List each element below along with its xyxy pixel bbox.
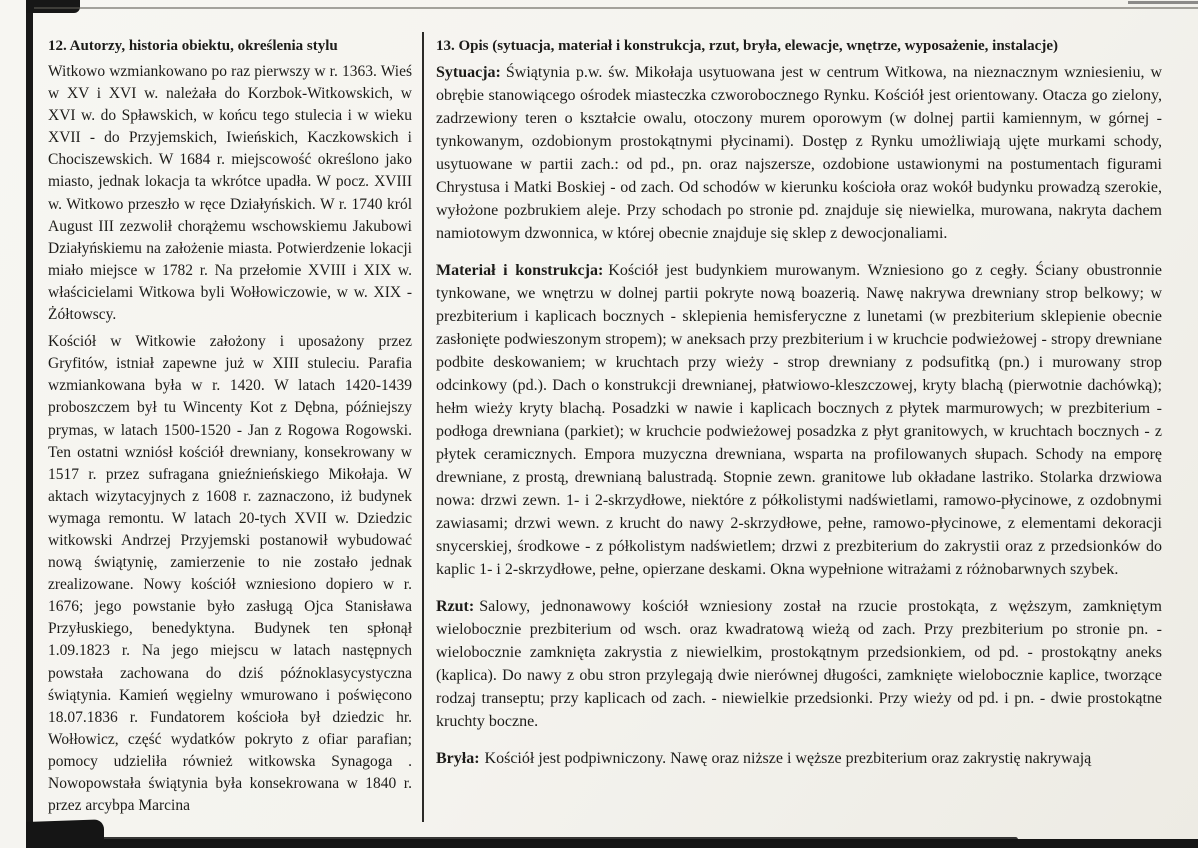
section-12-heading: 12. Autorzy, historia obiektu, określenia stylu [48, 38, 338, 54]
sytuacja-label: Sytuacja: [436, 64, 501, 81]
history-paragraph-church: Kościół w Witkowie założony i uposażony przez Gryfitów, istniał zapewne już w XIII stuleciu. Parafia wzmiankowana była w r. 1420. W latach 1420-1439 proboszczem był tu Wincenty Kot z Dębna, późniejszy prymas, w latach 1500-1520 - Jan z Rogowa Rogowski. Ten ostatni wzniósł kościół drewniany, konsekrowany w 1517 r. przez sufragana gnieźnieńskiego Mikołaja. W aktach wizytacyjnych z 1608 r. zaznaczono, iż budynek wymaga remontu. W latach 20-tych XVII w. Dziedzic witkowski Andrzej Przyjemski postanowił wybudować nową świątynię, zamierzenie to nie zostało jednak zrealizowane. Nowy kościół wzniesiono dopiero w r. 1676; jego powstanie było zasługą Ojca Stanisława Przyłuskiego, benedyktyna. Budynek ten spłonął 1.09.1823 r. Na jego miejscu w latach następnych powstała zachowana do dziś późnoklasycystyczna świątynia. Kamień węgielny wmurowano i poświęcono 18.07.1836 r. Fundatorem kościoła był dziedzic hr. Wołłowicz, część wydatków pokryto z ofiar parafian; pomocy udzieliła również witkowska Synagoga . Nowopowstała świątynia była konsekrowana w 1840 r. przez arcybpa Marcina [48, 333, 412, 815]
column-divider [422, 32, 424, 822]
bryla-label: Bryła: [436, 750, 480, 767]
description-section-sytuacja [436, 61, 1162, 245]
scan-edge-left [26, 0, 33, 848]
rzut-text: Salowy, jednonawowy kościół wzniesiony został na rzucie prostokąta, z węższym, zamkniętym wielobocznie prezbiterium od wsch. oraz kwadratową wieżą od zach. Przy prezbiterium po stronie pn. - wielobocznie zamknięta zakrystia z niewielkim, prostokątnym przedsionkiem, od pd. - prostokątny aneks (kaplica). Do nawy z obu stron przylegają dwie nierównej długości, zamknięte wielobocznie kaplice, tworzące rodzaj transeptu; przy kaplicach od zach. - niewielkie przedsionki. Przy wieży od pd. i pn. - dwie prostokątne kruchty boczne. [436, 598, 1162, 730]
bryla-text: Kościół jest podpiwniczony. Nawę oraz niższe i węższe prezbiterium oraz zakrystię nakrywają [484, 750, 1092, 767]
scan-corner-top-right [1128, 1, 1198, 4]
sytuacja-text: Świątynia p.w. św. Mikołaja usytuowana jest w centrum Witkowa, na nieznacznym wzniesieniu, w obrębie stanowiącego ośrodek miasteczka czworobocznego Rynku. Kościół jest orientowany. Otacza go zielony, zadrzewiony teren o kształcie owalu, otoczony murem oporowym (w dolnej partii kamiennym, w górnej - tynkowanym, ozdobionym prostokątnymi płycinami). Dostęp z Rynku umożliwiają ujęte murkami schody, usytuowane w partii zach.: od pd., pn. oraz najszersze, ozdobione ustawionymi na postumentach figurami Chrystusa i Matki Boskiej - od zach. Od schodów w kierunku kościoła oraz wokół budynku prowadzą szerokie, wyłożone pozbrukiem aleje. Przy schodach po stronie pd. znajduje się niewielka, murowana, nakryta dachem namiotowym dzwonnica, w której obecnie znajduje się sklep z dewocjonaliami. [436, 64, 1162, 242]
material-konstrukcja-label: Materiał i konstrukcja: [436, 262, 604, 279]
material-konstrukcja-text: Kościół jest budynkiem murowanym. Wzniesiono go z cegły. Ściany obustronnie tynkowane, we wnętrzu w dolnej partii pokryte nową boazerią. Nawę nakrywa drewniany strop belkowy; w prezbiterium i kaplicach bocznych - sklepienia hemisferyczne z lunetami (w prezbiterium sklepienie obecnie zasłonięte podwieszonym stropem); w aneksach przy prezbiterium i w kruchcie podwieżowej - stropy drewniane podbite deskowaniem; w kruchtach przy wieży - strop drewniany z podsufitką (pn.) i murowany strop odcinkowy (pd.). Dach o konstrukcji drewnianej, płatwiowo-kleszczowej, kryty blachą (pierwotnie dachówką); hełm wieży kryty blachą. Posadzki w nawie i kaplicach bocznych z płytek marmurowych; w prezbiterium - podłoga drewniana (parkiet); w kruchcie podwieżowej posadzka z płyt granitowych, w kruchtach bocznych - z płytek ceramicznych. Empora muzyczna drewniana, wsparta na profilowanych słupach. Schody na emporę drewniane, z prostą, drewnianą balustradą. Stopnie zewn. granitowe lub okładane lastriko. Stolarka drzwiowa nowa: drzwi zewn. 1- i 2-skrzydłowe, niektóre z półkolistymi nadświetlami, ramowo-płycinowe, z ozdobnymi zawiasami; drzwi wewn. z krucht do nawy 2-skrzydłowe, pełne, ramowo-płycinowe, z elementami dekoracji snycerskiej, środkowe - z półkolistym nadświetlem; drzwi z prezbiterium do zakrystii oraz z przedsionków do kaplic 1- i 2-skrzydłowe, pełne, opierzane deskami. Okna wypełnione witrażami z różnobarwnych szybek. [436, 262, 1162, 578]
form-content [48, 36, 1162, 822]
section-13-heading: 13. Opis (sytuacja, materiał i konstrukcja, rzut, bryła, elewacje, wnętrze, wyposażenie, instalacje) [436, 38, 1058, 54]
history-paragraph-town: Witkowo wzmiankowano po raz pierwszy w r. 1363. Wieś w XV i XVI w. należała do Korzbok-Witkowskich, w XVI w. do Spławskich, w końcu tego stulecia i w wieku XVII - do Przyjemskich, Iwieńskich, Kaczkowskich i Chociszewskich. W 1684 r. miejscowość określono jako miasto, jednak lokacja ta wkrótce upadła. W pocz. XVIII w. Witkowo przeszło w ręce Działyńskich. W r. 1740 król August III zezwolił chorążemu wschowskiemu Jakubowi Działyńskiemu na założenie miasta. Potwierdzenie lokacji miało miejsce w 1782 r. Na przełomie XVIII i XIX w. właścicielami Witkowa byli Wołłowiczowie, w w. XIX - Żółtowscy. [48, 63, 412, 324]
scan-edge-top-line [34, 7, 1198, 9]
rzut-label: Rzut: [436, 598, 475, 615]
section-12-column [48, 36, 412, 822]
section-13-column [436, 36, 1162, 822]
description-section-bryla [436, 747, 1162, 770]
description-section-material-konstrukcja [436, 259, 1162, 581]
scan-corner-bottom-left [26, 819, 104, 848]
scan-edge-bottom-band [100, 837, 1018, 842]
description-section-rzut [436, 595, 1162, 733]
